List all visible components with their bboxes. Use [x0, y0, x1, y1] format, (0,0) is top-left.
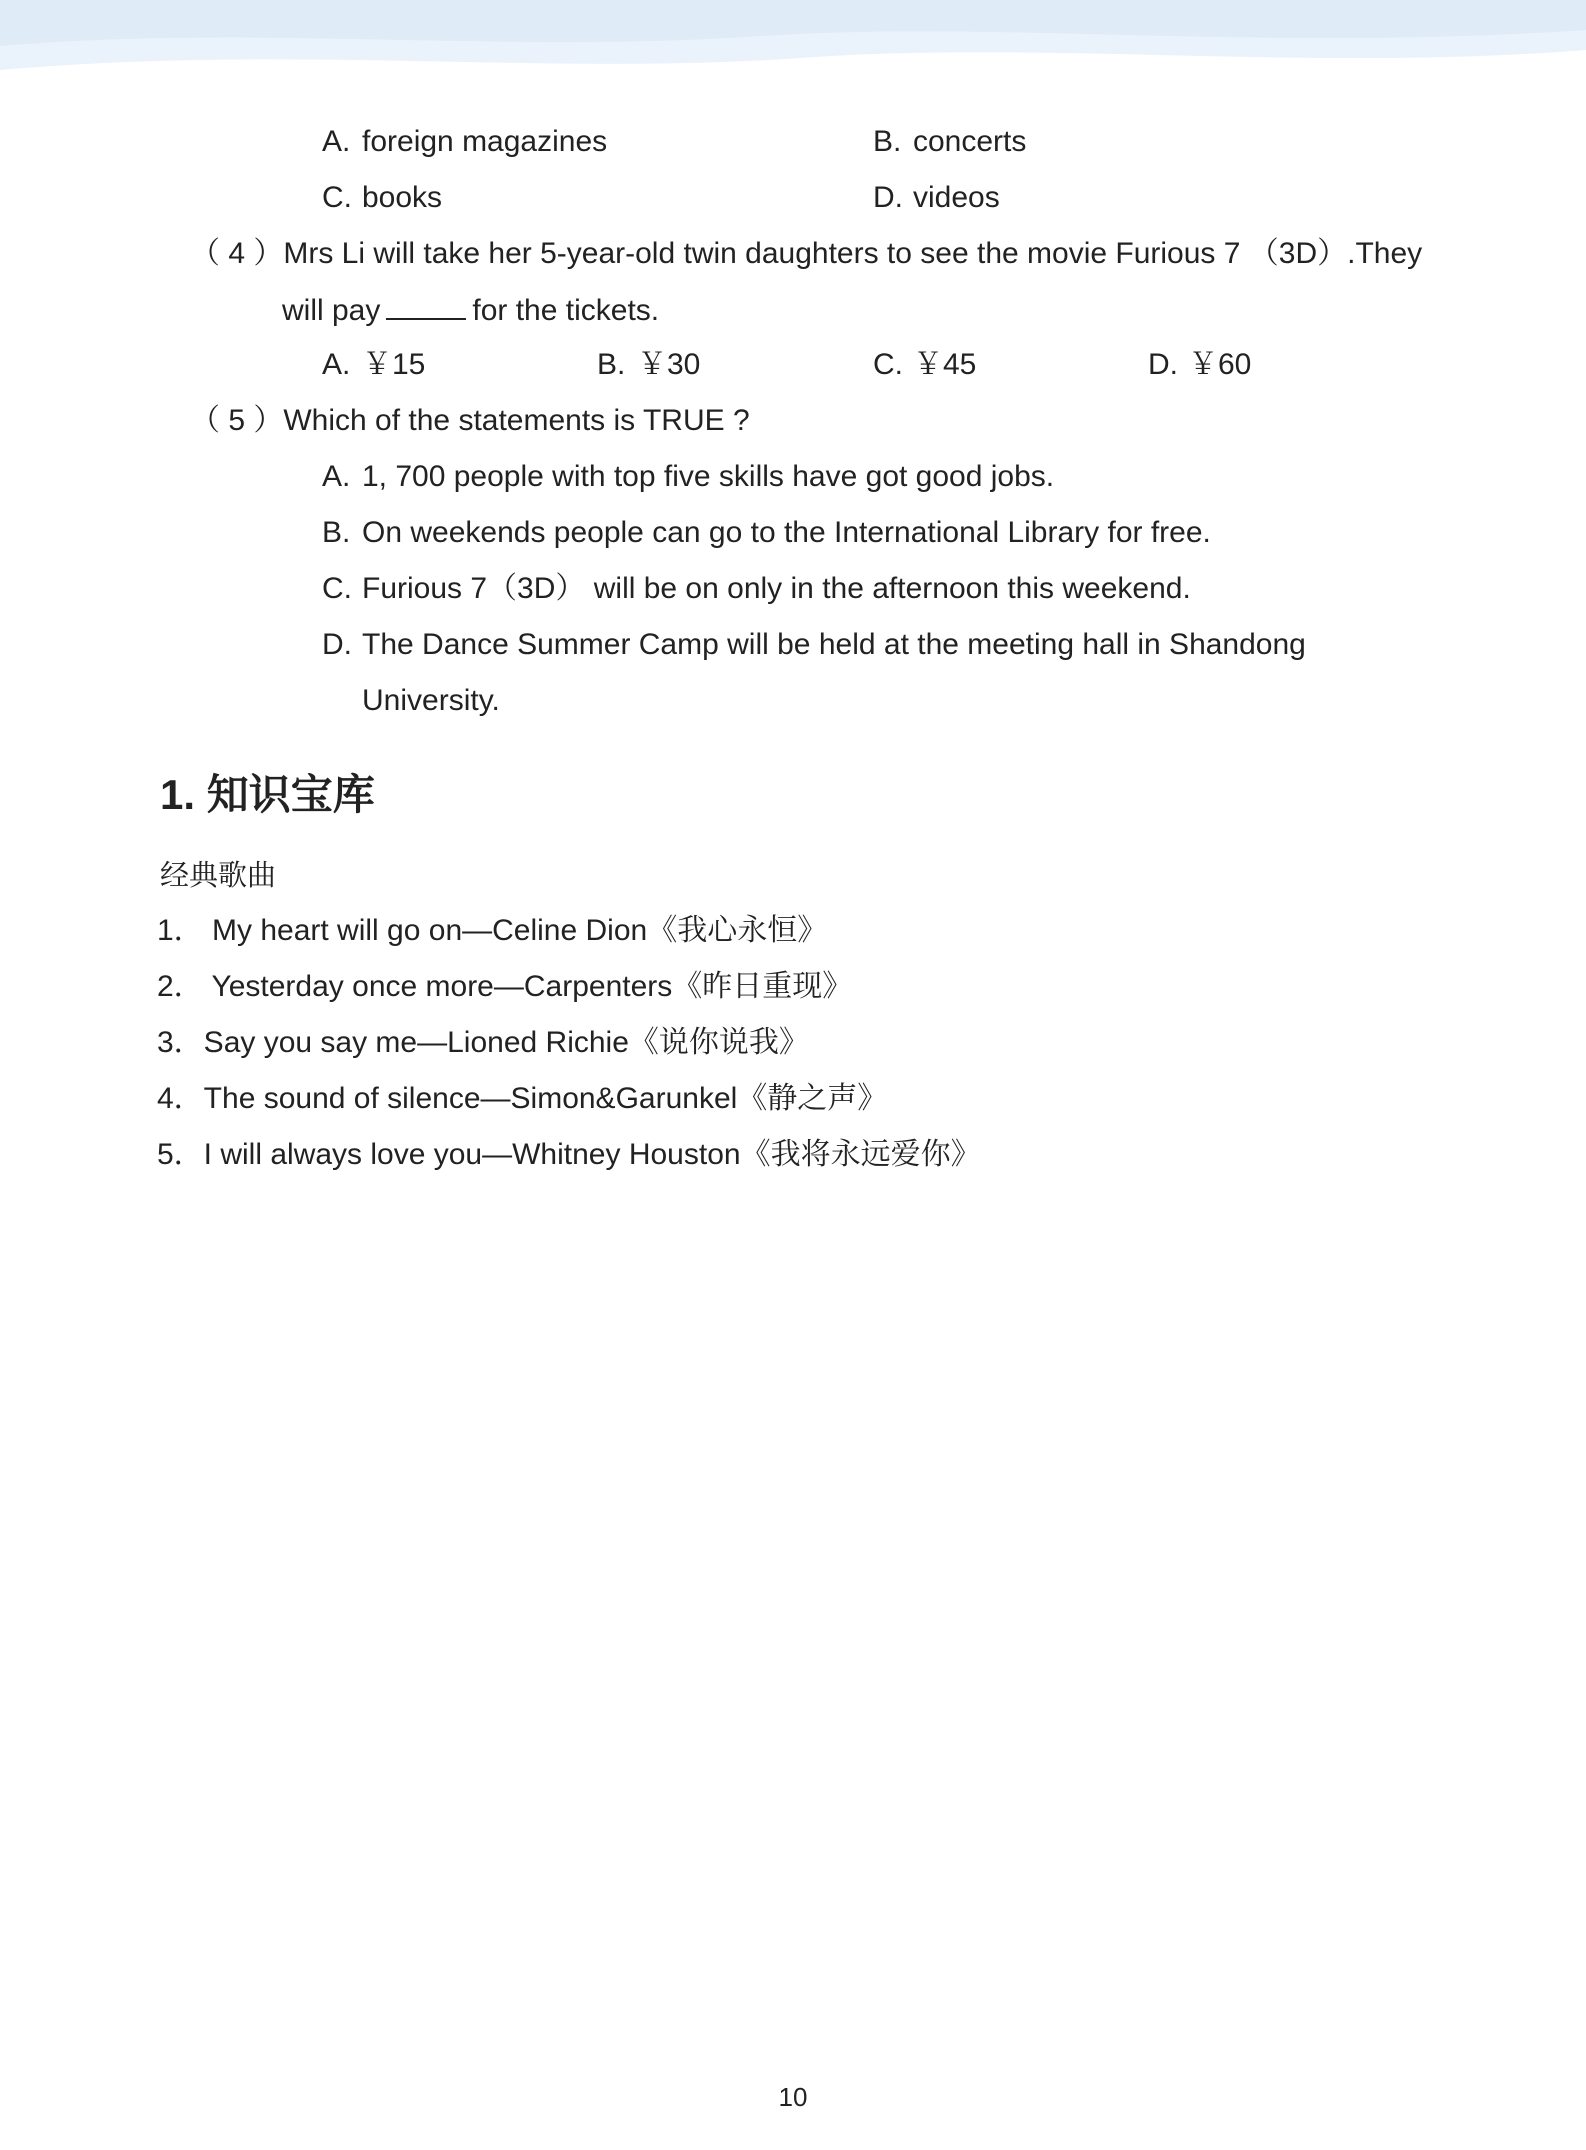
q4-option-d: D. ￥60 — [1148, 348, 1252, 381]
q3-option-c: C. books — [322, 181, 443, 214]
song-item: 1． My heart will go on—Celine Dion《我心永恒》 — [157, 914, 828, 947]
q5-option-d: D. The Dance Summer Camp will be held at the meeting hall in Shandong — [322, 628, 1306, 661]
header-wave-decoration — [0, 0, 1586, 82]
q5-option-c: C. Furious 7（3D） will be on only in the afternoon this weekend. — [322, 572, 1191, 605]
q5-question — [190, 401, 750, 441]
q3-option-a: A. foreign magazines — [322, 125, 608, 158]
q4-text-line1: Mrs Li will take her 5-year-old twin daughters to see the movie Furious 7 （3D）.They — [283, 237, 1423, 270]
q5-text: Which of the statements is TRUE ? — [283, 404, 750, 437]
q4-option-b: B. ￥30 — [597, 348, 701, 381]
q5-option-d-continuation: University. — [362, 684, 500, 717]
q5-option-a: A. 1, 700 people with top five skills have got good jobs. — [322, 460, 1055, 493]
q4-number: （ 4 ） — [190, 237, 284, 270]
q3-option-b: B. concerts — [873, 125, 1027, 158]
section-subheading: 经典歌曲 — [160, 860, 277, 892]
song-item: 4．The sound of silence—Simon&Garunkel《静之声》 — [157, 1082, 888, 1115]
q4-question-continuation: will pay for the tickets. — [282, 290, 659, 331]
answer-blank — [386, 290, 466, 320]
q4-option-a: A. ￥15 — [322, 348, 426, 381]
section-heading: 1. 知识宝库 — [160, 771, 375, 818]
song-item: 3．Say you say me—Lioned Richie《说你说我》 — [157, 1026, 809, 1059]
song-item: 5．I will always love you—Whitney Houston《我将永远爱你》 — [157, 1138, 981, 1171]
song-item: 2． Yesterday once more—Carpenters《昨日重现》 — [157, 970, 853, 1003]
q5-option-b: B. On weekends people can go to the International Library for free. — [322, 516, 1211, 549]
q4-option-c: C. ￥45 — [873, 348, 977, 381]
q5-number: （ 5 ） — [190, 404, 284, 437]
page-number: 10 — [778, 2082, 808, 2112]
q3-option-d: D. videos — [873, 181, 1000, 214]
q4-question — [190, 234, 1422, 274]
